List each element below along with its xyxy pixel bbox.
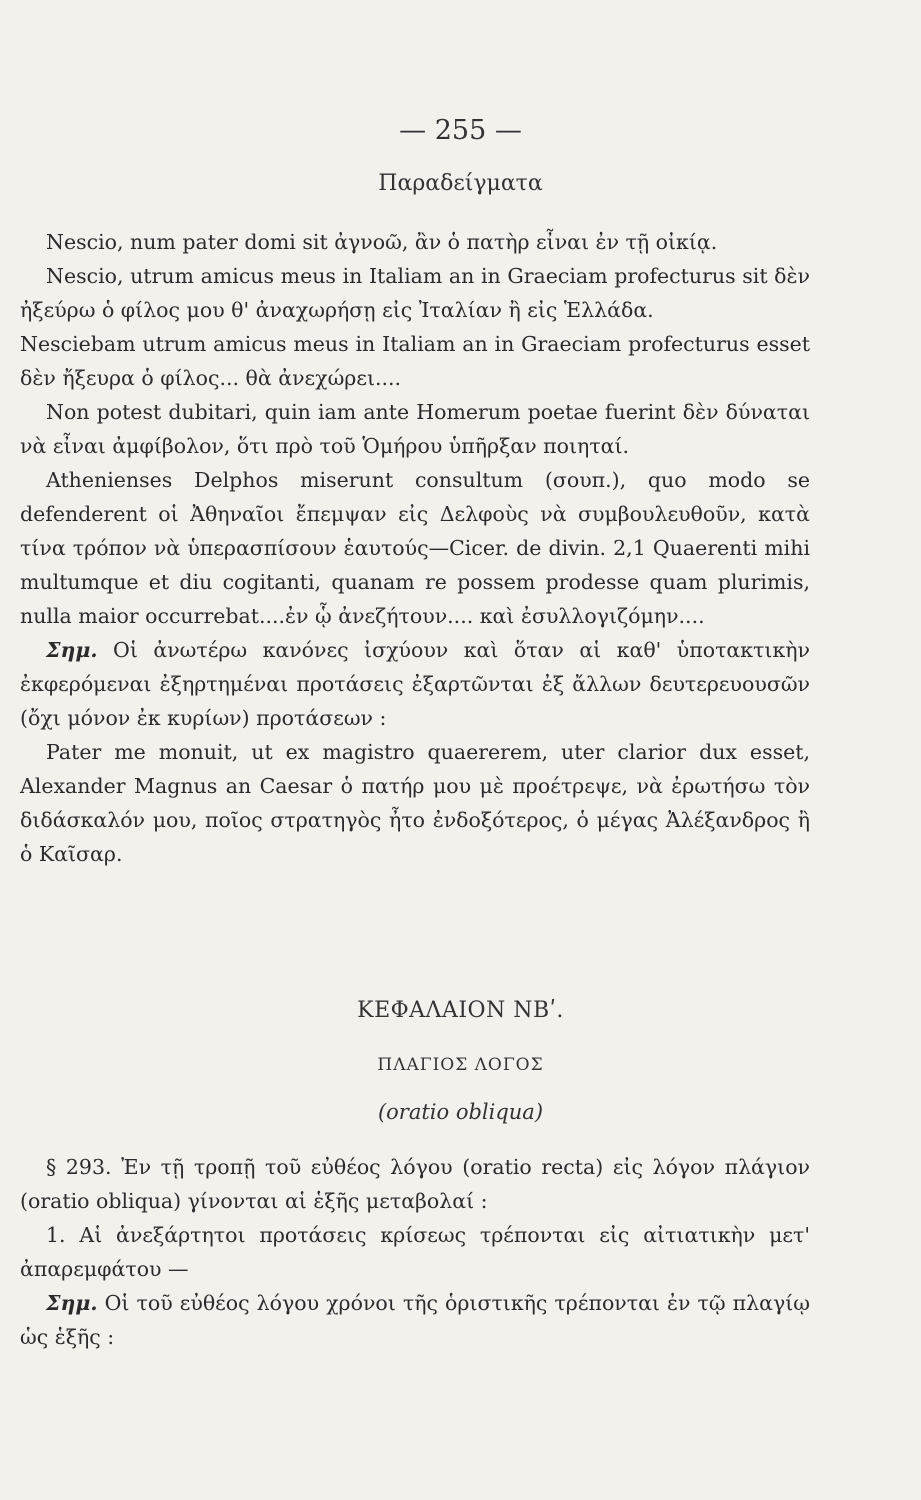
section-heading: Παραδείγματα: [378, 171, 543, 196]
rule-paragraph: 1. Αἱ ἀνεξάρτητοι προτάσεις κρίσεως τρέπονται εἰς αἰτιατικὴν μετ' ἀπαρεμφάτου —: [20, 1223, 810, 1281]
chapter-latin-subtitle: (oratio obliqua): [377, 1100, 544, 1124]
example-paragraph: Pater me monuit, ut ex magistro quaererem, uter clarior dux esset, Alexander Magnus an Caesar ὁ πατήρ μου μὲ προέτρεψε, νὰ ἐρωτήσω τὸν διδάσκαλόν μου, ποῖος στρατηγὸς ἦτο ἐνδοξότερος, ὁ μέγας Ἀλέξανδρος ἢ ὁ Καῖσαρ.: [20, 740, 810, 866]
example-paragraph: Non potest dubitari, quin iam ante Homerum poetae fuerint δὲν δύναται νὰ εἶναι ἀμφίβολον, ὅτι πρὸ τοῦ Ὁμήρου ὑπῆρξαν ποιηταί.: [20, 400, 810, 458]
example-paragraph: Nesciebam utrum amicus meus in Italiam an in Graeciam profecturus esset δὲν ἤξευρα ὁ φίλος... θὰ ἀνεχώρει....: [20, 332, 810, 390]
note-paragraph: [20, 633, 810, 735]
examples-body: [20, 225, 810, 871]
note-paragraph: [20, 1286, 810, 1354]
chapter-title: ΚΕΦΑΛΑΙΟΝ ΝΒʹ.: [357, 998, 564, 1023]
note-label: Σημ.: [46, 1291, 98, 1315]
chapter-subtitle: ΠΛΑΓΙΟΣ ΛΟΓΟΣ: [377, 1055, 544, 1075]
note-text: Οἱ ἀνωτέρω κανόνες ἰσχύουν καὶ ὅταν αἱ καθ' ὑποτακτικὴν ἐκφερόμεναι ἐξηρτημέναι προτάσεις ἐξαρτῶνται ἐξ ἄλλων δευτερευουσῶν (ὄχι μόνον ἐκ κυρίων) προτάσεων :: [20, 638, 810, 730]
note-text: Οἱ τοῦ εὐθέος λόγου χρόνοι τῆς ὁριστικῆς τρέπονται ἐν τῷ πλαγίῳ ὡς ἑξῆς :: [20, 1291, 810, 1349]
section-paragraph: § 293. Ἐν τῇ τροπῇ τοῦ εὐθέος λόγου (oratio recta) εἰς λόγον πλάγιον (oratio obliqua) γίνονται αἱ ἑξῆς μεταβολαί :: [20, 1155, 810, 1213]
example-paragraph: Athenienses Delphos miserunt consultum (σουπ.), quo modo se defenderent οἱ Ἀθηναῖοι ἔπεμψαν εἰς Δελφοὺς νὰ συμβουλευθοῦν, κατὰ τίνα τρόπον νὰ ὑπερασπίσουν ἑαυτούς—Cicer. de divin. 2,1 Quaerenti mihi multumque et diu cogitanti, quanam re possem prodesse quam plurimis, nulla maior occurrebat....ἐν ᾧ ἀνεζήτουν.... καὶ ἐσυλλογιζόμην....: [20, 468, 810, 628]
example-paragraph: Nescio, utrum amicus meus in Italiam an in Graeciam profecturus sit δὲν ἠξεύρω ὁ φίλος μου θ' ἀναχωρήσῃ εἰς Ἰταλίαν ἢ εἰς Ἑλλάδα.: [20, 264, 810, 322]
note-label: Σημ.: [46, 638, 98, 662]
chapter-body: [20, 1150, 810, 1354]
page-number: — 255 —: [399, 115, 522, 146]
example-paragraph: Nescio, num pater domi sit ἀγνοῶ, ἂν ὁ πατὴρ εἶναι ἐν τῇ οἰκίᾳ.: [46, 230, 718, 254]
